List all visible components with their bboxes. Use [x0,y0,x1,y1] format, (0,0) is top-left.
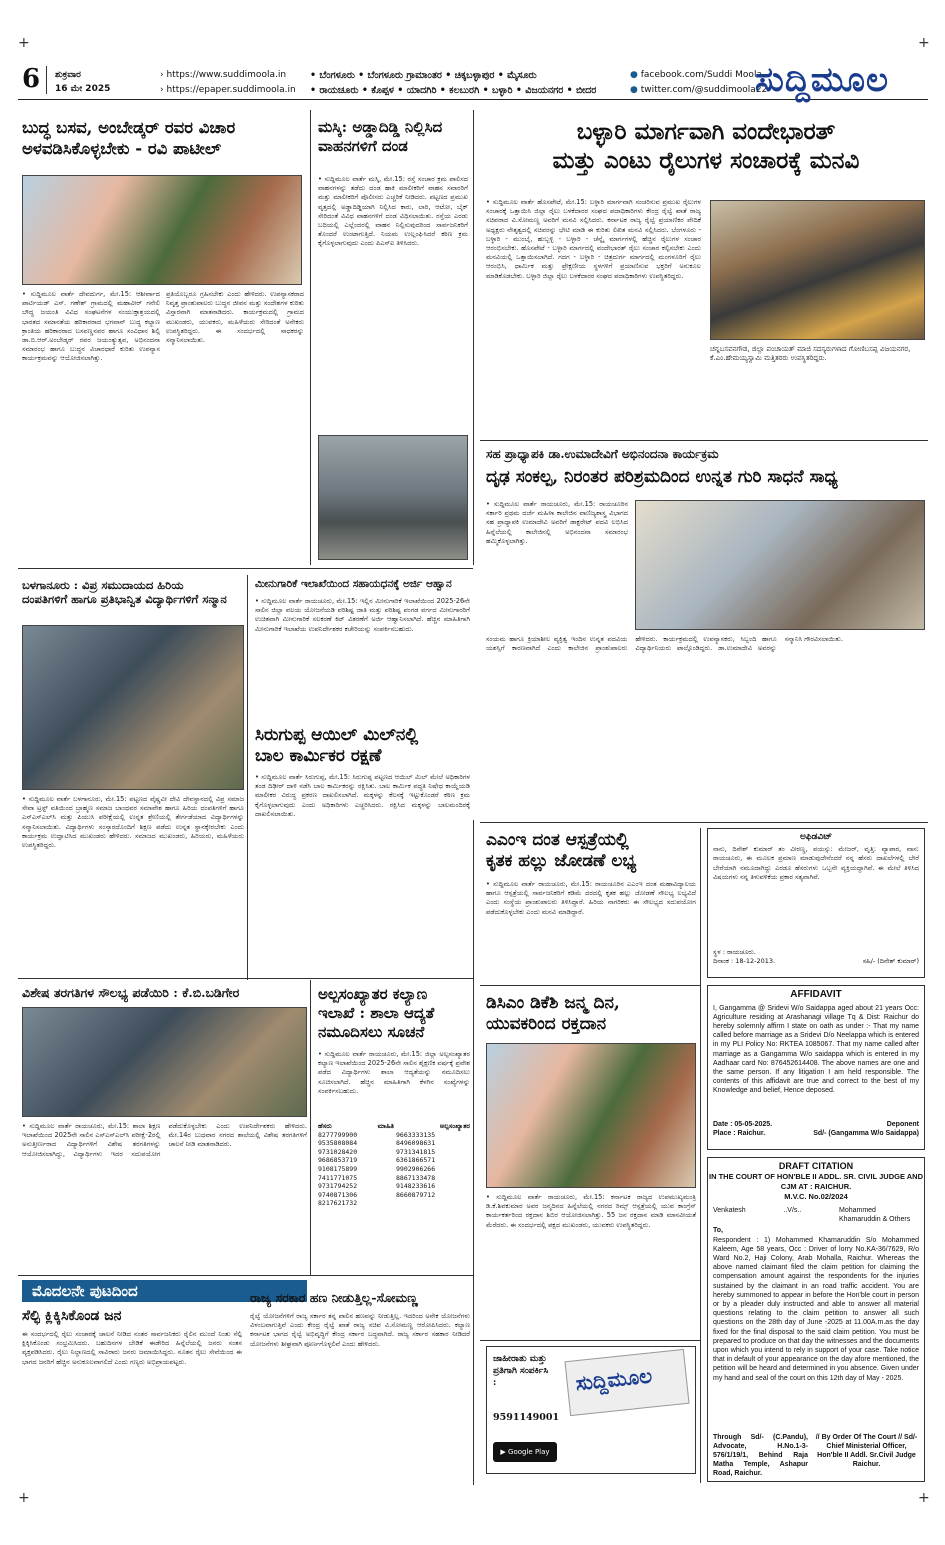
ad-phone: 9591149001 [493,1412,560,1423]
article-body: • ಸುದ್ದಿಮೂಲ ವಾರ್ತೆ ಹೊಸಪೇಟೆ, ಮೇ.15: ಬಳ್ಳಾರಿ ಮಾರ್ಗವಾಗಿ ಸಂಚರಿಸುವ ಪ್ರಮುಖ ರೈಲುಗಳ ಸಂಚಾರಕ್ಕೆ ಒತ್ತಾಯಿಸಿ ಜಿಲ್ಲಾ ರೈಲು ಬಳಕೆದಾರರ ಸಂಘದ ಪದಾಧಿಕಾರಿಗಳು ಕೇಂದ್ರ ರೈಲ್ವೆ ಖಾತೆ ರಾಜ್ಯ ಸಚಿವರಾದ ವಿ.ಸೋಮಣ್ಣ ಅವರಿಗೆ ಮನವಿ ಸಲ್ಲಿಸಿದರು. ಕರ್ನಾಟಕ ರಾಜ್ಯ ರೈಲ್ವೆ ಪ್ರಯಾಣಿಕರ ವೇದಿಕೆ ಅಧ್ಯಕ್ಷರು ನೇತೃತ್ವದಲ್ಲಿ ಸಚಿವರನ್ನು ಭೇಟಿ ಮಾಡಿ ಈ ಕುರಿತು ಲಿಖಿತ ಮನವಿ ಸಲ್ಲಿಸಿದರು. ಬೆಂಗಳೂರು - ಬಳ್ಳಾರಿ - ಮುಂಬೈ, ಹುಬ್ಬಳ್ಳಿ - ಬಳ್ಳಾರಿ - ಚೆನ್ನೈ ಮಾರ್ಗಗಳಲ್ಲಿ ಹೆಚ್ಚಿನ ರೈಲುಗಳ ಸಂಚಾರ ಆರಂಭಿಸಬೇಕು. ಹೊಸಪೇಟೆ - ಬಳ್ಳಾರಿ ಮಾರ್ಗದಲ್ಲಿ ವಂದೇಭಾರತ್ ರೈಲು ಸಂಚಾರ ಕಲ್ಪಿಸಬೇಕು ಎಂದು ಮನವಿಯಲ್ಲಿ ಒತ್ತಾಯಿಸಲಾಗಿದೆ. ಗದಗ - ಬಳ್ಳಾರಿ - ಚಿತ್ರದುರ್ಗ ಮಾರ್ಗದಲ್ಲಿ ಮಂಗಳೂರಿಗೆ ರೈಲು ಆರಂಭಿಸಿ, ಧಾರ್ಮಿಕ ಮತ್ತು ಪ್ರೇಕ್ಷಣೀಯ ಸ್ಥಳಗಳಿಗೆ ಪ್ರಯಾಣಿಸುವ ಭಕ್ತರಿಗೆ ಅನುಕೂಲ ಮಾಡಿಕೊಡಬೇಕು. ಬಳ್ಳಾರಿ ಜಿಲ್ಲಾ ರೈಲು ಬಳಕೆದಾರರ ಸಂಘದ ಪದಾಧಿಕಾರಿಗಳು ಉಪಸ್ಥಿತರಿದ್ದರು. [486,198,701,280]
article-headline: ಬಳಗಾನೂರು : ವಿಪ್ರ ಸಮುದಾಯದ ಹಿರಿಯ ದಂಪತಿಗಳಿಗೆ ಹಾಗೂ ಪ್ರತಿಭಾನ್ವಿತ ವಿದ್ಯಾರ್ಥಿಗಳಿಗೆ ಸನ್ಮಾನ [22,578,227,607]
row-divider [480,985,700,986]
row-divider [18,1275,473,1276]
article-body: • ಸುದ್ದಿಮೂಲ ವಾರ್ತೆ ಸಿರುಗುಪ್ಪ, ಮೇ.15: ಸಿರುಗುಪ್ಪ ಪಟ್ಟಣದ ಆಯಿಲ್ ಮಿಲ್ ಮೇಲೆ ಅಧಿಕಾರಿಗಳ ತಂಡ ದಿಢೀರ್ ದಾಳಿ ನಡೆಸಿ ಬಾಲ ಕಾರ್ಮಿಕರನ್ನು ರಕ್ಷಿಸಿತು. ಬಾಲ ಕಾರ್ಮಿಕ ಪದ್ಧತಿ ನಿಷೇಧ ಕಾಯ್ದೆಯಡಿ ಮಾಲೀಕರ ವಿರುದ್ಧ ಪ್ರಕರಣ ದಾಖಲಿಸಲಾಗಿದೆ. ಮಕ್ಕಳನ್ನು ಕೆಲಸಕ್ಕೆ ಇಟ್ಟುಕೊಂಡರೆ ಕಠಿಣ ಕ್ರಮ ಕೈಗೊಳ್ಳಲಾಗುವುದು ಎಂದು ಅಧಿಕಾರಿಗಳು ಎಚ್ಚರಿಸಿದರು. ರಕ್ಷಿಸಿದ ಮಕ್ಕಳನ್ನು ಬಾಲಮಂದಿರಕ್ಕೆ ದಾಖಲಿಸಲಾಯಿತು. [255,773,470,818]
photo-caption: ಚನ್ನಬಸವನಗೌಡ, ಜಿಲ್ಲಾ ಪಂಚಾಯತ್ ಮಾಜಿ ಸದಸ್ಯರುಗಳಾದ ಗೋಣಿಬಸಪ್ಪ ವಿಜಯನಗರ, ಕೆ.ಎಂ.ಹೇಮಯ್ಯಸ್ವಾಮಿ ಮತ್ತಿತರರು ಉಪಸ್ಥಿತರಿದ್ದರು. [710,345,911,362]
play-icon: ▶ [500,1448,506,1456]
places-row: • ರಾಯಚೂರು • ಕೊಪ್ಪಳ • ಯಾದಗಿರಿ • ಕಲಬುರಗಿ • ಬಳ್ಳಾರಿ • ವಿಜಯನಗರ • ಬೀದರ [310,85,597,96]
advertisement [486,1346,696,1474]
phone-number: 8867133478 [396,1173,436,1182]
phone-number: 9535808084 [318,1139,358,1148]
affidavit-body: I, Gangamma @ Sridevi W/o Saidappa aged about 21 years Occ: Agriculture residing at Arashanagi village Tq & Dist: Raichur do hereby solemnly affirm I state on oath as under :- That my name called before marriage as a Sridevi D/o Neelappa which is entered in my PLI Policy No: RKTEA 1085067. That my name called after marriage as a Gangamma W/o saidappa which is entered in my Aadhaar card No: 876452614408. The above names are one and the same person. If any litigation I am held responsible. The contents of this affidavit are true and correct to the best of my Knowledge and belief, Hence deposed. [713,1004,919,1095]
google-play-badge[interactable]: ▶ Google Play [493,1442,557,1462]
facebook-link[interactable]: ● facebook.com/Suddi Moola [630,70,762,80]
column-divider [700,828,701,1483]
phone-number: 8217621732 [318,1199,358,1208]
row-divider [18,568,473,569]
phone-number: 8660879712 [396,1190,436,1199]
date: 16 ಮೇ 2025 [55,84,111,94]
affidavit-body: ನಾನು, ದಿನೇಶ್ ಕುಮಾರ್ ತಂ ವೀರಣ್ಣ, ವಯಸ್ಸು: ಮೇಜರ್, ವೃತ್ತಿ: ವ್ಯಾಪಾರ, ವಾಸ: ರಾಯಚೂರು, ಈ ಮೂಲಕ ಪ್ರಮಾಣ ಮಾಡುವುದೇನೆಂದರೆ ನನ್ನ ಹೆಸರು ದಾಖಲೆಗಳಲ್ಲಿ ಬೇರೆ ಬೇರೆಯಾಗಿ ನಮೂದಾಗಿದ್ದು ಎರಡೂ ಹೆಸರುಗಳು ಒಬ್ಬನೇ ವ್ಯಕ್ತಿಯದ್ದಾಗಿವೆ. ಈ ಮೇಲೆ ತಿಳಿಸಿದ ವಿಷಯಗಳು ನನ್ನ ತಿಳುವಳಿಕೆಯ ಪ್ರಕಾರ ಸತ್ಯವಾಗಿವೆ. [713,845,919,881]
phone-number: 9148233616 [396,1182,436,1191]
phone-number: 8496098631 [396,1139,436,1148]
article-body: • ಸುದ್ದಿಮೂಲ ವಾರ್ತೆ ರಾಯಚೂರು, ಮೇ.15: ಕರ್ನಾಟಕ ರಾಜ್ಯದ ಉಪಮುಖ್ಯಮಂತ್ರಿ ಡಿ.ಕೆ.ಶಿವಕುಮಾರ ಅವರ ಜನ್ಮದಿನದ ಹಿನ್ನೆಲೆಯಲ್ಲಿ ನಗರದ ರಿಮ್ಸ್ ಆಸ್ಪತ್ರೆಯಲ್ಲಿ ಯುವ ಕಾಂಗ್ರೆಸ್ ಕಾರ್ಯಕರ್ತರಿಂದ ರಕ್ತದಾನ ಶಿಬಿರ ಆಯೋಜಿಸಲಾಗಿತ್ತು. 55 ಜನ ರಕ್ತದಾನ ಮಾಡಿ ಮಾನವೀಯತೆ ಮೆರೆದರು. ಈ ಸಂದರ್ಭದಲ್ಲಿ ಪಕ್ಷದ ಮುಖಂಡರು, ಯುವಕರು ಉಪಸ್ಥಿತರಿದ್ದರು. [486,1193,696,1229]
article-body: • ಸುದ್ದಿಮೂಲ ವಾರ್ತೆ ರಾಯಚೂರು, ಮೇ.15: ಜಿಲ್ಲಾ ಅಲ್ಪಸಂಖ್ಯಾತರ ಕಲ್ಯಾಣ ಇಲಾಖೆಯಿಂದ 2025-26ನೇ ಸಾಲಿನ ಶೈಕ್ಷಣಿಕ ವರ್ಷಕ್ಕೆ ಪ್ರವೇಶ ಪಡೆದ ವಿದ್ಯಾರ್ಥಿಗಳು ಶಾಲಾ ಆದ್ಯತೆಯನ್ನು ನಮೂದಿಸಲು ಸೂಚಿಸಲಾಗಿದೆ. ಹೆಚ್ಚಿನ ಮಾಹಿತಿಗಾಗಿ ಕೆಳಗಿನ ಸಂಖ್ಯೆಗಳನ್ನು ಸಂಪರ್ಕಿಸಬಹುದು. [318,1050,470,1095]
affidavit-english [707,985,925,1150]
day: ಶುಕ್ರವಾರ [55,70,81,80]
article-body: • ಸುದ್ದಿಮೂಲ ವಾರ್ತೆ ರಾಯಚೂರು, ಮೇ.15: ರಾಯಚೂರಿನ ಸರ್ಕಾರಿ ಪ್ರಥಮ ದರ್ಜೆ ಮಹಿಳಾ ಕಾಲೇಜಿನ ವಾಣಿಜ್ಯಶಾಸ್ತ್ರ ವಿಭಾಗದ ಸಹ ಪ್ರಾಧ್ಯಾಪಕಿ ಉಮಾದೇವಿ ಅವರಿಗೆ ಡಾಕ್ಟರೇಟ್ ಪದವಿ ಲಭಿಸಿದ ಹಿನ್ನೆಲೆಯಲ್ಲಿ ಕಾಲೇಜಿನಲ್ಲಿ ಅಭಿನಂದನಾ ಸಮಾರಂಭ ಹಮ್ಮಿಕೊಳ್ಳಲಾಗಿತ್ತು. [486,500,628,545]
citation-signatures: Through Sd/- (C.Pandu), Advocate, H.No.1-3-576/1/19/1, Behind Raja Matha Temple, Ashapur Road, Raichur. // By Order Of The Court // Sd/- Chief Ministerial Officer, Hon'ble II Addl. Sr.Civil Judge Raichur. [713,1433,918,1478]
phone-number: 9108175899 [318,1164,358,1173]
felicitation-photo [22,625,244,790]
article-headline: ಸಿರುಗುಪ್ಪ ಆಯಿಲ್ ಮಿಲ್‌ನಲ್ಲಿ ಬಾಲ ಕಾರ್ಮಿಕರ ರಕ್ಷಣೆ [255,725,419,767]
url-links [160,68,296,98]
article-headline: ಬುದ್ಧ ಬಸವ, ಅಂಬೇಡ್ಕರ್ ರವರ ವಿಚಾರ ಅಳವಡಿಸಿಕೊಳ್ಳಬೇಕು - ರವಿ ಪಾಟೀಲ್ [22,118,236,158]
affidavit-title: ಅಫಿಡವಿಟ್ [799,832,833,842]
epaper-link[interactable]: › https://epaper.suddimoola.in [160,85,296,95]
article-body: • ಸುದ್ದಿಮೂಲ ವಾರ್ತೆ ದೇವದುರ್ಗ, ಮೇ.15: ಆಶೀರ್ವಾದ ಪಾರ್ಟಿಯಡ್‌ ಎಸ್. ಗಣೇಶ್‌ ಗ್ರಾಮದಲ್ಲಿ ಮಹಾವೀರ್ ಗನೇಲಿ ಬೌದ್ಧ ಜಯಂತಿ ವಿವಿಧ ಸಂಘಟನೆಗಳ ಸಂಯುಕ್ತಾಶ್ರಯದಲ್ಲಿ ಭಾರತದ ಸಮಾನತೆಯ ಹರಿಕಾರರಾದ ಭಗವಾನ್ ಬುದ್ಧ ಕಲ್ಯಾಣ ಕ್ರಾಂತಿಯ ಹರಿಕಾರರಾದ ಬಸವಣ್ಣನವರ ಹಾಗೂ ಸಂವಿಧಾನ ಶಿಲ್ಪಿ ಡಾ.ಬಿ.ಆರ್.ಅಂಬೇಡ್ಕರ್ ರವರ ಜಯಂತ್ಯುತ್ಸವ, ಅಭಿನಂದನಾ ಸಮಾರಂಭ ಹಾಗೂ ಬುದ್ಧನ ವಿಚಾರಧಾರೆ ಕುರಿತು ಉಪನ್ಯಾಸ ಕಾರ್ಯಕ್ರಮವನ್ನು ಆಯೋಜಿಸಲಾಗಿತ್ತು. [22,290,160,363]
article-headline: ಬಳ್ಳಾರಿ ಮಾರ್ಗವಾಗಿ ವಂದೇಭಾರತ್ ಮತ್ತು ಎಂಟು ರೈಲುಗಳ ಸಂಚಾರಕ್ಕೆ ಮನವಿ [552,118,860,174]
affidavit-kannada [707,828,925,978]
phone-number: 9740871306 [318,1190,358,1199]
article-body: ಈ ಸಂದರ್ಭದಲ್ಲಿ ರೈಲು ಸಂಚಾರಕ್ಕೆ ಚಾಲನೆ ನೀಡಿದ ನಂತರ ಸಾರ್ವಜನಿಕರು ರೈಲಿನ ಮುಂದೆ ನಿಂತು ಸೆಲ್ಫಿ ಕ್ಲಿಕ್ಕಿಸಿಕೊಂಡು ಸಂಭ್ರಮಿಸಿದರು. ಬಹುದಿನಗಳ ಬೇಡಿಕೆ ಈಡೇರಿದ ಹಿನ್ನೆಲೆಯಲ್ಲಿ ಜನರು ಸಂತಸ ವ್ಯಕ್ತಪಡಿಸಿದರು. ರೈಲು ನಿಲ್ದಾಣದಲ್ಲಿ ಸಾವಿರಾರು ಜನರು ಜಮಾಯಿಸಿದ್ದರು. ನೂತನ ರೈಲು ಸೇವೆಯಿಂದ ಈ ಭಾಗದ ಜನರಿಗೆ ಹೆಚ್ಚಿನ ಅನುಕೂಲವಾಗಲಿದೆ ಎಂದು ಗಣ್ಯರು ಅಭಿಪ್ರಾಯಪಟ್ಟರು. [22,1330,242,1366]
twitter-link[interactable]: ● twitter.com/@suddimoola22 [630,85,768,95]
citation-body: Respondent : 1) Mohammed Khamaruddin S/o Mohammed Kaleem, Age 58 years, Occ : Driver of lorry No.KA-36/7629, R/o Ward No.2, Haji Colony, Arab Mohalla, Raichur. Whereas the above named claimant filed the claim petition for claiming the compensation amount against the respondents for the injuries sustained by the claimant in an road traffic accident. You are hereby summoned to appear in before the Hon'ble court in person or by a pleader duly instructed and able to answer all material questions relating to the claim petition to answer all such questions on the 28th day of June -2025 at 11.00A.m.as the day fixed for the final disposal to the said claim petition. You must be prepared to produce on that day the witnesses and the documents upon which you intend to rely in support of your case. Take notice that in default of your appearance on the day afore mentioned, the petition will be heard and determined in you absence. Given under my hand and seal of the court on this 12th day of May - 2025. [713,1236,919,1382]
article-body: • ಸುದ್ದಿಮೂಲ ವಾರ್ತೆ ರಾಯಚೂರು, ಮೇ.15: ಶಾಲಾ ಶಿಕ್ಷಣ ಇಲಾಖೆಯಿಂದ 2025ನೇ ಸಾಲಿನ ಎಸ್ಎಸ್ಎಲ್‌ಸಿ ಪರೀಕ್ಷೆ-2ರಲ್ಲಿ ಅನುತ್ತೀರ್ಣರಾದ ವಿದ್ಯಾರ್ಥಿಗಳಿಗೆ ವಿಶೇಷ ತರಗತಿಗಳನ್ನು ಆಯೋಜಿಸಲಾಗಿದ್ದು, ವಿದ್ಯಾರ್ಥಿಗಳು ಇದರ ಸದುಪಯೋಗ ಪಡೆದುಕೊಳ್ಳಬೇಕು ಎಂದು ಉಪನಿರ್ದೇಶಕರು ಹೇಳಿದರು. ಮೇ.14ರ ಬುಧವಾರ ನಗರದ ಶಾಲೆಯಲ್ಲಿ ವಿಶೇಷ ತರಗತಿಗಳಿಗೆ ಚಾಲನೆ ನೀಡಿ ಮಾತನಾಡಿದರು. [22,1122,307,1158]
article-headline: ರಾಜ್ಯ ಸರಕಾರ ಹಣ ನೀಡುತ್ತಿಲ್ಲ-ಸೋಮಣ್ಣ [250,1290,418,1305]
column-divider [473,820,474,1485]
meeting-photo [710,200,925,340]
article-headline: ಮಸ್ಕಿ: ಅಡ್ಡಾದಿಡ್ಡಿ ನಿಲ್ಲಿಸಿದ ವಾಹನಗಳಿಗೆ ದಂಡ [318,118,443,155]
row-divider [18,978,473,979]
phone-number: 7411771075 [318,1173,358,1182]
article-headline: ಅಲ್ಪಸಂಖ್ಯಾತರ ಕಲ್ಯಾಣ ಇಲಾಖೆ : ಶಾಲಾ ಆದ್ಯತೆ ನಮೂದಿಸಲು ಸೂಚನೆ [318,985,435,1041]
classroom-photo [22,1007,307,1117]
phone-number: 9731028420 [318,1147,358,1156]
blood-donation-photo [486,1043,696,1188]
article-headline: ಎಎಂಇ ದಂತ ಆಸ್ಪತ್ರೆಯಲ್ಲಿ ಕೃತಕ ಹಲ್ಲು ಜೋಡಣೆ ಲಭ್ಯ [486,830,637,872]
article-body: • ಸುದ್ದಿಮೂಲ ವಾರ್ತೆ ರಾಯಚೂರು, ಮೇ.15: ಇಲ್ಲಿನ ಮೀನುಗಾರಿಕೆ ಇಲಾಖೆಯಿಂದ 2025-26ನೇ ಸಾಲಿನ ಜಿಲ್ಲಾ ವಲಯ ಯೋಜನೆಯಡಿ ಪರಿಶಿಷ್ಟ ಜಾತಿ ಮತ್ತು ಪರಿಶಿಷ್ಟ ಪಂಗಡ ವರ್ಗದ ಮೀನುಗಾರರಿಗೆ ಉಚಿತವಾಗಿ ಮೀನುಗಾರಿಕೆ ಸಲಕರಣೆ ಕಿಟ್ ವಿತರಣೆಗೆ ಅರ್ಜಿ ಆಹ್ವಾನಿಸಲಾಗಿದೆ. ಹೆಚ್ಚಿನ ಮಾಹಿತಿಗಾಗಿ ಮೀನುಗಾರಿಕೆ ಇಲಾಖೆಯ ಉಪನಿರ್ದೇಶಕರ ಕಚೇರಿಯನ್ನು ಸಂಪರ್ಕಿಸಬಹುದು. [255,597,470,633]
traffic-photo [318,435,468,560]
article-body: ಪ್ರತಿಯೊಬ್ಬರೂ ಗ್ರಹಿಸಬೇಕು ಎಂದು ಹೇಳಿದರು. ಉಪನ್ಯಾಸಕರಾದ ನಿವೃತ್ತ ಪ್ರಾಂಶುಪಾಲರು ಬುದ್ಧನ ಜೀವನ ಮತ್ತು ಸಂದೇಶಗಳ ಕುರಿತು ವಿಸ್ತಾರವಾಗಿ ಮಾತನಾಡಿದರು. ಕಾರ್ಯಕ್ರಮದಲ್ಲಿ ಗ್ರಾಮದ ಮುಖಂಡರು, ಯುವಕರು, ಮಹಿಳೆಯರು ಸೇರಿದಂತೆ ಅನೇಕರು ಉಪಸ್ಥಿತರಿದ್ದರು. ಈ ಸಂದರ್ಭದಲ್ಲಿ ಸಾಧಕರನ್ನು ಸನ್ಮಾನಿಸಲಾಯಿತು. [166,290,304,345]
draft-citation [707,1157,925,1482]
citation-parties: Venkatesh ..V/s.. Mohammed Khamaruddin & Others [713,1207,911,1224]
citation-to: To, [713,1227,723,1235]
column-divider [310,980,311,1275]
phone-number: 9731794252 [318,1182,358,1191]
website-link[interactable]: › https://www.suddimoola.in [160,70,287,80]
affidavit-title: AFFIDAVIT [790,989,842,1000]
crop-mark: + [18,1490,30,1506]
article-headline: ವಿಶೇಷ ತರಗತಿಗಳ ಸೌಲಭ್ಯ ಪಡೆಯಿರಿ : ಕೆ.ಬಿ.ಬಡಿಗೇರ [22,985,240,1000]
article-body: • ಸುದ್ದಿಮೂಲ ವಾರ್ತೆ ಮಸ್ಕಿ, ಮೇ.15: ರಸ್ತೆ ಸಂಚಾರ ಕ್ರಮ ಪಾಲಿಸದ ವಾಹನಗಳನ್ನು ತಡೆದು ದಂಡ ಹಾಕಿ ಮಾಲೀಕರಿಗೆ ವಾಹನ ಸವಾರರಿಗೆ ಮತ್ತು ಮಾಲೀಕರಿಗೆ ಪೊಲೀಸರು ಎಚ್ಚರಿಕೆ ನೀಡಿದರು. ಪಟ್ಟಣದ ಪ್ರಮುಖ ವೃತ್ತದಲ್ಲಿ ಅಡ್ಡಾದಿಡ್ಡಿಯಾಗಿ ನಿಲ್ಲಿಸಿದ ಕಾರು, ಲಾರಿ, ಆಟೋ, ಬೈಕ್ ಸೇರಿದಂತೆ ವಿವಿಧ ವಾಹನಗಳಿಗೆ ದಂಡ ವಿಧಿಸಲಾಯಿತು. ರಸ್ತೆಯ ಎರಡು ಬದಿಯಲ್ಲಿ ಎಲ್ಲೆಂದರಲ್ಲಿ ವಾಹನ ನಿಲ್ಲಿಸುವುದರಿಂದ ಸಾರ್ವಜನಿಕರಿಗೆ ತೊಂದರೆ ಉಂಟಾಗುತ್ತಿದೆ. ನಿಯಮ ಉಲ್ಲಂಘಿಸಿದರೆ ಕಠಿಣ ಕ್ರಮ ಕೈಗೊಳ್ಳಲಾಗುವುದು ಎಂದು ಪಿಎಸ್ಐ ತಿಳಿಸಿದರು. [318,175,468,248]
article-headline: ಡಿಸಿಎಂ ಡಿಕೆಶಿ ಜನ್ಮ ದಿನ, ಯುವಕರಿಂದ ರಕ್ತದಾನ [486,993,620,1035]
article-headline: ದೃಢ ಸಂಕಲ್ಪ, ನಿರಂತರ ಪರಿಶ್ರಮದಿಂದ ಉನ್ನತ ಗುರಿ ಸಾಧನೆ ಸಾಧ್ಯ [486,467,838,487]
phone-number: 8277799900 [318,1130,358,1139]
edition-places [310,68,596,98]
places-row: • ಬೆಂಗಳೂರು • ಬೆಂಗಳೂರು ಗ್ರಾಮಾಂತರ • ಚಿಕ್ಕಬಳ್ಳಾಪುರ • ಮೈಸೂರು [310,70,537,81]
facebook-icon: ● [630,70,638,80]
page-number: 6 [22,64,41,94]
phone-number: 6361866571 [396,1156,436,1165]
newspaper-image [564,1349,689,1416]
article-kicker: ಸಹ ಪ್ರಾಧ್ಯಾಪಕಿ ಡಾ.ಉಮಾದೇವಿಗೆ ಅಭಿನಂದನಾ ಕಾರ್ಯಕ್ರಮ [486,447,719,461]
table-header: ಹೆಸರು ಮಾಹಿತಿ ಅಲ್ಪಸಂಖ್ಯಾತರ [318,1122,470,1130]
row-divider [480,440,928,441]
phone-number: 9686853719 [318,1156,358,1165]
affidavit-footer: Date : 05-05-2025. Deponent Place : Raichur. Sd/- (Gangamma W/o Saidappa) [713,1120,919,1137]
crop-mark: + [918,1490,930,1506]
phone-number: 9663333135 [396,1130,436,1139]
row-divider [480,1340,700,1341]
date-block [55,68,110,96]
column-divider [247,575,248,980]
twitter-icon: ● [630,85,638,95]
social-links [630,68,767,98]
article-body: • ಸುದ್ದಿಮೂಲ ವಾರ್ತೆ ಬಳಗಾನೂರು, ಮೇ.15: ಪಟ್ಟಣದ ವೈಷ್ಣವೀ ದೇವಿ ದೇವಸ್ಥಾನದಲ್ಲಿ ವಿಪ್ರ ಸಮಾಜ ಸೇವಾ ಟ್ರಸ್ಟ್ ವತಿಯಿಂದ ಬ್ರಾಹ್ಮಣ ಸಮಾಜ ಬಾಂಧವರ ಸಮಾವೇಶ ಹಾಗೂ ಹಿರಿಯ ದಂಪತಿಗಳಿಗೆ ಹಾಗೂ ಎಸ್ಎಸ್ಎಲ್‌ಸಿ ಮತ್ತು ಪಿಯುಸಿ ಪರೀಕ್ಷೆಯಲ್ಲಿ ಉನ್ನತ ಶ್ರೇಣಿಯಲ್ಲಿ ತೇರ್ಗಡೆಯಾದ ವಿದ್ಯಾರ್ಥಿಗಳನ್ನು ಸನ್ಮಾನಿಸಲಾಯಿತು. ವಿದ್ಯಾರ್ಥಿಗಳು ಸಂಸ್ಕಾರದೊಂದಿಗೆ ಶಿಕ್ಷಣ ಪಡೆದು ಉನ್ನತ ಸ್ಥಾನಕ್ಕೇರಬೇಕು ಎಂದು ಕಾರ್ಯಕ್ರಮ ಉದ್ಘಾಟಿಸಿದ ಮುಖಂಡರು ಹೇಳಿದರು. ಸಮಾಜದ ಮುಖಂಡರು, ಹಿರಿಯರು, ಮಹಿಳೆಯರು ಉಪಸ್ಥಿತರಿದ್ದರು. [22,795,244,850]
row-divider [480,822,928,823]
newspaper-logo: ಸುದ್ದಿಮೂಲ [755,60,889,100]
crop-mark: + [918,35,930,51]
affidavit-footer: ಸ್ಥಳ : ರಾಯಚೂರು. ದಿನಾಂಕ : 18-12-2013. ಸಹಿ/- (ದಿನೇಶ್ ಕುಮಾರ್) [713,948,919,966]
article-body: ರೈಲ್ವೆ ಯೋಜನೆಗಳಿಗೆ ರಾಜ್ಯ ಸರ್ಕಾರ ತನ್ನ ಪಾಲಿನ ಹಣವನ್ನು ನೀಡುತ್ತಿಲ್ಲ. ಇದರಿಂದ ಅನೇಕ ಯೋಜನೆಗಳು ವಿಳಂಬವಾಗುತ್ತಿವೆ ಎಂದು ಕೇಂದ್ರ ರೈಲ್ವೆ ಖಾತೆ ರಾಜ್ಯ ಸಚಿವ ವಿ.ಸೋಮಣ್ಣ ಆರೋಪಿಸಿದರು. ಕಲ್ಯಾಣ ಕರ್ನಾಟಕ ಭಾಗದ ರೈಲ್ವೆ ಅಭಿವೃದ್ಧಿಗೆ ಕೇಂದ್ರ ಸರ್ಕಾರ ಬದ್ಧವಾಗಿದೆ. ರಾಜ್ಯ ಸರ್ಕಾರ ಸಹಕಾರ ನೀಡಿದರೆ ಯೋಜನೆಗಳು ಶೀಘ್ರವಾಗಿ ಪೂರ್ಣಗೊಳ್ಳಲಿವೆ ಎಂದು ಹೇಳಿದರು. [250,1312,470,1348]
event-photo [22,175,302,285]
column-divider [473,110,474,565]
article-headline: ಮೀನುಗಾರಿಕೆ ಇಲಾಖೆಯಿಂದ ಸಹಾಯಧನಕ್ಕೆ ಅರ್ಜಿ ಆಹ್ವಾನ [255,578,452,590]
felicitation-photo [635,500,925,630]
column-divider [310,110,311,565]
article-body: • ಸುದ್ದಿಮೂಲ ವಾರ್ತೆ ರಾಯಚೂರು, ಮೇ.15: ರಾಯಚೂರಿನ ಎಎಂಇ ದಂತ ಮಹಾವಿದ್ಯಾಲಯ ಹಾಗೂ ಆಸ್ಪತ್ರೆಯಲ್ಲಿ ಸಾರ್ವಜನಿಕರಿಗೆ ಕಡಿಮೆ ದರದಲ್ಲಿ ಕೃತಕ ಹಲ್ಲು ಜೋಡಣೆ ಸೌಲಭ್ಯ ಲಭ್ಯವಿದೆ ಎಂದು ಸಂಸ್ಥೆಯ ಪ್ರಾಂಶುಪಾಲರು ತಿಳಿಸಿದ್ದಾರೆ. ಹಿರಿಯ ನಾಗರಿಕರು ಈ ಸೌಲಭ್ಯದ ಸದುಪಯೋಗ ಪಡೆದುಕೊಳ್ಳಬೇಕು ಎಂದು ಮನವಿ ಮಾಡಿದ್ದಾರೆ. [486,880,696,916]
phone-grid [318,1131,470,1208]
phone-number: 9902906266 [396,1164,436,1173]
ad-logo: ಸುದ್ದಿಮೂಲ [574,1363,654,1396]
divider [46,66,47,94]
article-body: ಸಂಯಮ ಹಾಗೂ ಕ್ರಿಯಾಶೀಲ ವ್ಯಕ್ತಿತ್ವ ಇಂದಿನ ಉನ್ನತ ಪದವಿಯ ಯಶಸ್ಸಿಗೆ ಕಾರಣವಾಗಿದೆ ಎಂದು ಕಾಲೇಜಿನ ಪ್ರಾಂಶುಪಾಲರು ಹೇಳಿದರು. ಕಾರ್ಯಕ್ರಮದಲ್ಲಿ ಉಪನ್ಯಾಸಕರು, ಸಿಬ್ಬಂದಿ ಹಾಗೂ ವಿದ್ಯಾರ್ಥಿನಿಯರು ಪಾಲ್ಗೊಂಡಿದ್ದರು. ಡಾ.ಉಮಾದೇವಿ ಅವರನ್ನು ಸನ್ಮಾನಿಸಿ ಗೌರವಿಸಲಾಯಿತು. [486,635,843,653]
section-tag: ಮೊದಲನೇ ಪುಟದಿಂದ [22,1280,307,1302]
phone-number: 9731341815 [396,1147,436,1156]
article-headline: ಸೆಲ್ಫಿ ಕ್ಲಿಕ್ಕಿಸಿಕೊಂಡ ಜನ [22,1308,122,1324]
phone-list [318,1122,470,1208]
crop-mark: + [18,35,30,51]
ad-title: ಜಾಹೀರಾತು ಮತ್ತು ಪ್ರತಿಗಾಗಿ ಸಂಪರ್ಕಿಸಿ : [493,1354,549,1388]
citation-header: DRAFT CITATION IN THE COURT OF HON'BLE II ADDL. SR. CIVIL JUDGE AND CJM AT : RAICHUR. M.V.C. No.02/2024 [708,1161,923,1201]
